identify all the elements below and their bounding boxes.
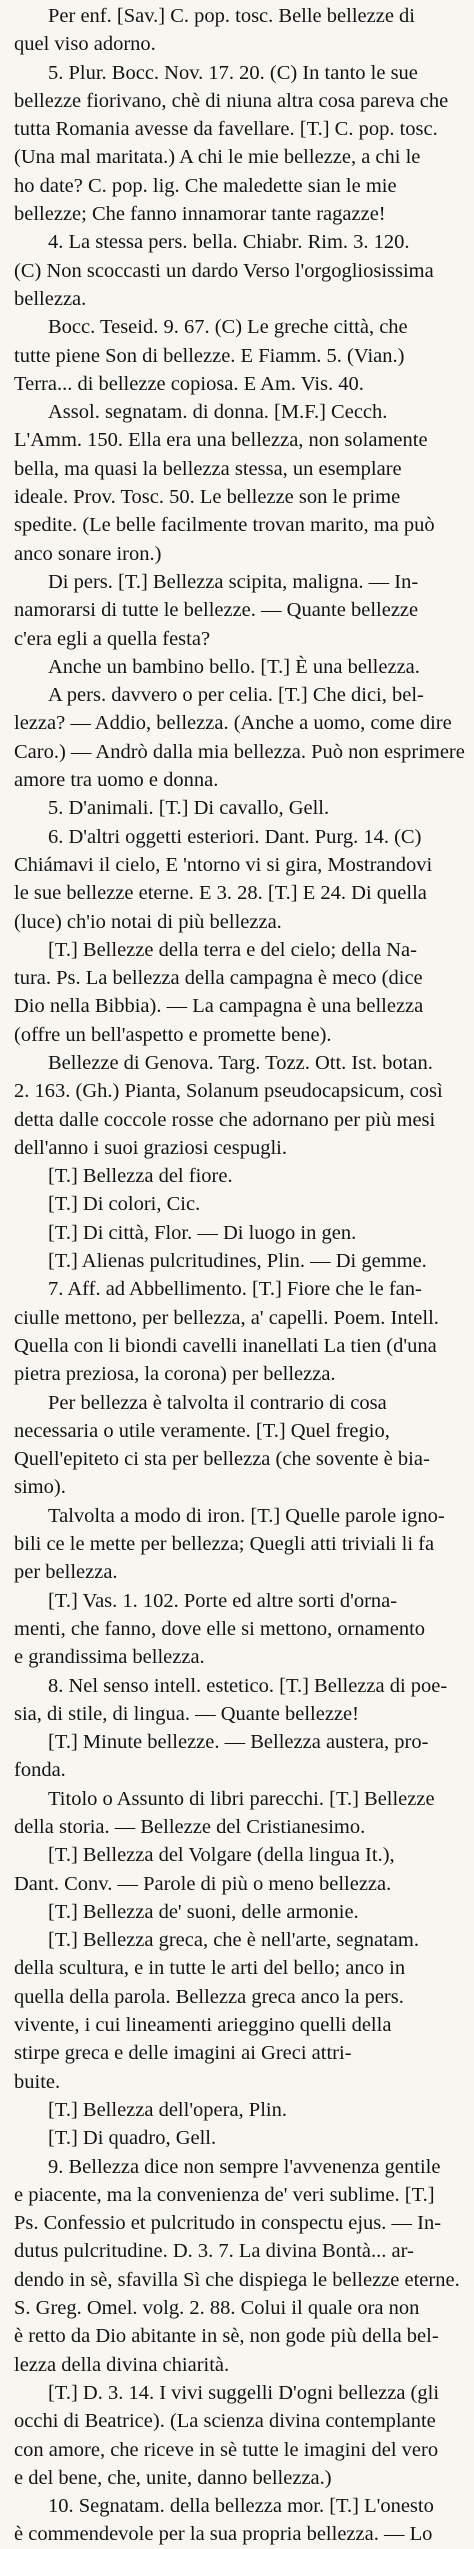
text-line: [T.] Bellezza de' suoni, delle armonie. xyxy=(48,1900,359,1923)
text-line: Dant. Conv. — Parole di più o meno bellezza. xyxy=(14,1872,392,1895)
text-line: S. Greg. Omel. volg. 2. 88. Colui il quale ora non xyxy=(14,2297,420,2320)
text-line: (C) Non scoccasti un dardo Verso l'orgogliosissima xyxy=(14,259,434,282)
text-line: [T.] Di colori, Cic. xyxy=(48,1193,201,1216)
text-line: amore tra uomo e donna. xyxy=(14,769,219,792)
text-line: Per enf. [Sav.] C. pop. tosc. Belle bellezze di xyxy=(48,5,415,27)
text-line: dendo in sè, sfavilla Sì che dispiega le bellezze eterne. xyxy=(14,2268,460,2291)
text-line: fonda. xyxy=(14,1759,66,1782)
text-line: simo). xyxy=(14,1476,66,1499)
text-line: detta dalle coccole rosse che adornano per più mesi xyxy=(14,1108,436,1131)
text-line: bella, ma quasi la bellezza stessa, un esemplare xyxy=(14,457,402,480)
text-line: [T.] Di città, Flor. — Di luogo in gen. xyxy=(48,1221,357,1244)
text-line: Caro.) — Andrò dalla mia bellezza. Può non esprimere xyxy=(14,740,465,763)
text-line: anco sonare iron.) xyxy=(14,542,162,565)
text-line: [T.] Alienas pulcritudines, Plin. — Di gemme. xyxy=(48,1250,427,1273)
text-line: dutus pulcritudine. D. 3. 7. La divina Bontà... ar- xyxy=(14,2240,414,2263)
text-line: [T.] Bellezza del fiore. xyxy=(48,1165,233,1188)
text-line: [T.] Di quadro, Gell. xyxy=(48,2127,217,2150)
text-line: A pers. davvero o per celia. [T.] Che dici, bel- xyxy=(48,684,424,707)
text-line: L'Amm. 150. Ella era una bellezza, non solamente xyxy=(14,429,428,452)
text-line: Ps. Confessio et pulcritudo in conspectu ejus. — In- xyxy=(14,2212,442,2235)
text-line: bellezze fiorivano, chè di niuna altra cosa pareva che xyxy=(14,89,449,112)
text-line: pietra preziosa, la corona) per bellezza. xyxy=(14,1363,336,1386)
text-line: c'era egli a quella festa? xyxy=(14,627,211,650)
text-line: Assol. segnatam. di donna. [M.F.] Cecch. xyxy=(48,401,388,424)
text-line: Anche un bambino bello. [T.] È una bellezza. xyxy=(48,655,420,678)
text-line: Bocc. Teseid. 9. 67. (C) Le greche città, che xyxy=(48,316,408,339)
text-line: necessaria o utile veramente. [T.] Quel fregio, xyxy=(14,1419,390,1442)
text-line: con amore, che riceve in sè tutte le imagini del vero xyxy=(14,2438,439,2461)
text-line: Dio nella Bibbia). — La campagna è una bellezza xyxy=(14,995,424,1018)
text-line: spedite. (Le belle facilmente trovan marito, ma può xyxy=(14,514,435,537)
text-line: Bellezze di Genova. Targ. Tozz. Ott. Ist. botan. xyxy=(48,1051,433,1074)
text-line: Terra... di bellezze copiosa. E Am. Vis. 40. xyxy=(14,372,364,395)
text-line: della scultura, e in tutte le arti del bello; anco in xyxy=(14,1957,406,1980)
text-line: 6. D'altri oggetti esteriori. Dant. Purg. 14. (C) xyxy=(48,825,422,848)
text-line: buite. xyxy=(14,2070,61,2093)
text-line: Chiámavi il cielo, E 'ntorno vi si gira, Mostrandovi xyxy=(14,853,433,876)
text-line: Quell'epiteto ci sta per bellezza (che sovente è bia- xyxy=(14,1448,430,1471)
text-line: 2. 163. (Gh.) Pianta, Solanum pseudocapsicum, così xyxy=(14,1080,443,1103)
text-line: lezza? — Addio, bellezza. (Anche a uomo, come dire xyxy=(14,712,452,735)
text-line: Talvolta a modo di iron. [T.] Quelle parole igno- xyxy=(48,1504,445,1527)
text-line: quella della parola. Bellezza greca anco la pers. xyxy=(14,1985,404,2008)
text-line: [T.] D. 3. 14. I vivi suggelli D'ogni bellezza (gli xyxy=(48,2381,440,2404)
text-line: 5. Plur. Bocc. Nov. 17. 20. (C) In tanto le sue xyxy=(48,61,418,84)
text-line: tutta Romania avesse da favellare. [T.] C. pop. tosc. xyxy=(14,118,438,141)
text-line: e grandissima bellezza. xyxy=(14,1646,205,1669)
text-line: (Una mal maritata.) A chi le mie bellezze, a chi le xyxy=(14,146,421,169)
text-line: [T.] Bellezza dell'opera, Plin. xyxy=(48,2098,287,2121)
text-line: namorarsi di tutte le bellezze. — Quante bellezze xyxy=(14,599,419,622)
text-line: sia, di stile, di lingua. — Quante bellezze! xyxy=(14,1702,359,1725)
text-line: bellezze; Che fanno innamorar tante ragazze! xyxy=(14,203,386,226)
text-line: (luce) ch'io notai di più bellezza. xyxy=(14,910,282,933)
text-line: ho date? C. pop. lig. Che maledette sian le mie xyxy=(14,174,397,197)
text-line: bili ce le mette per bellezza; Quegli atti triviali li fa xyxy=(14,1533,435,1556)
text-line: Di pers. [T.] Bellezza scipita, maligna. — In- xyxy=(48,570,419,593)
text-line: [T.] Vas. 1. 102. Porte ed altre sorti d'orna- xyxy=(48,1589,398,1612)
text-line: quel viso adorno. xyxy=(14,33,156,56)
text-line: della storia. — Bellezze del Cristianesimo. xyxy=(14,1816,366,1838)
text-line: Quella con li biondi cavelli inanellati La tien (d'una xyxy=(14,1334,437,1357)
text-line: tura. Ps. La bellezza della campagna è meco (dice xyxy=(14,967,423,990)
text-line: è commendevole per la sua propria bellezza. — Lo xyxy=(14,2523,433,2546)
text-line: lezza della divina chiarità. xyxy=(14,2353,230,2376)
text-line: [T.] Minute bellezze. — Bellezza austera, pro- xyxy=(48,1731,429,1754)
text-line: (offre un bell'aspetto e promette bene). xyxy=(14,1023,332,1046)
text-line: vivente, i cui lineamenti arieggino quelli della xyxy=(14,2014,392,2037)
text-line: le sue bellezze eterne. E 3. 28. [T.] E 24. Di quella xyxy=(14,882,427,905)
text-line: occhi di Beatrice). (La scienza divina contemplante xyxy=(14,2410,436,2433)
text-line: 7. Aff. ad Abbellimento. [T.] Fiore che le fan- xyxy=(48,1278,422,1301)
text-line: 8. Nel senso intell. estetico. [T.] Bellezza di poe- xyxy=(48,1674,448,1697)
text-line: per bellezza. xyxy=(14,1561,118,1584)
text-line: e piacente, ma la convenienza de' veri sublime. [T.] xyxy=(14,2183,435,2206)
text-line: [T.] Bellezza del Volgare (della lingua It.), xyxy=(48,1844,395,1867)
text-line: [T.] Bellezze della terra e del cielo; della Na- xyxy=(48,938,417,961)
text-line: 5. D'animali. [T.] Di cavallo, Gell. xyxy=(48,797,330,820)
text-line: bellezza. xyxy=(14,287,87,310)
text-line: ciulle mettono, per bellezza, a' capelli. Poem. Intell. xyxy=(14,1306,439,1329)
text-line: 9. Bellezza dice non sempre l'avvenenza gentile xyxy=(48,2155,441,2178)
text-line: 10. Segnatam. della bellezza mor. [T.] L'onesto xyxy=(48,2495,434,2518)
text-line: 4. La stessa pers. bella. Chiabr. Rim. 3. 120. xyxy=(48,231,410,254)
text-line: menti, che fanno, dove elle si mettono, ornamento xyxy=(14,1617,426,1640)
text-line: e del bene, che, unite, danno bellezza.) xyxy=(14,2466,332,2489)
text-line: tutte piene Son di bellezze. E Fiamm. 5. (Vian.) xyxy=(14,344,405,367)
text-line: ideale. Prov. Tosc. 50. Le bellezze son le prime xyxy=(14,486,401,509)
text-line: Titolo o Assunto di libri parecchi. [T.] Bellezze xyxy=(48,1787,435,1810)
text-line: è retto da Dio abitante in sè, non gode più della bel- xyxy=(14,2325,439,2348)
text-line: Per bellezza è talvolta il contrario di cosa xyxy=(48,1391,387,1414)
text-line: stirpe greca e delle imagini ai Greci attri- xyxy=(14,2042,352,2065)
text-line: dell'anno i suoi graziosi cespugli. xyxy=(14,1136,287,1159)
text-line: [T.] Bellezza greca, che è nell'arte, segnatam. xyxy=(48,1929,419,1952)
